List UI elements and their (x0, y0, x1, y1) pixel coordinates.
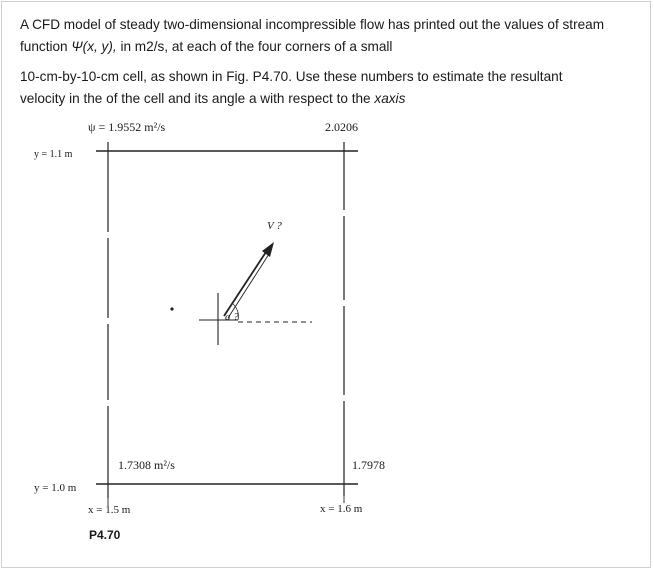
problem-line-4-prefix: velocity in the of the cell and its angle a with respect to the (20, 91, 375, 106)
stream-function-symbol: Ψ(x, y), (71, 39, 117, 54)
psi-bottom-left-label: 1.7308 m²/s (118, 458, 175, 472)
velocity-label: V ? (267, 220, 282, 232)
y-top-label: y = 1.1 m (34, 149, 73, 160)
x-right-label: x = 1.6 m (320, 503, 363, 515)
velocity-vector (199, 252, 312, 345)
x-left-label: x = 1.5 m (88, 504, 131, 516)
y-bottom-label: y = 1.0 m (34, 482, 77, 494)
angle-label: a ? (225, 311, 239, 323)
psi-top-left-label: ψ = 1.9552 m²/s (88, 120, 166, 134)
problem-line-2-prefix: function (20, 39, 72, 54)
problem-line-3: 10-cm-by-10-cm cell, as shown in Fig. P4.70. Use these numbers to estimate the resultant (20, 69, 563, 84)
problem-line-2-suffix: in m2/s, at each of the four corners of a small (116, 39, 393, 54)
problem-line-1: A CFD model of steady two-dimensional incompressible flow has printed out the values of stream (20, 17, 605, 32)
figure-number-label: P4.70 (89, 528, 121, 542)
x-axis-word: xaxis (374, 91, 406, 106)
cell-outline (96, 142, 358, 506)
psi-top-right-label: 2.0206 (325, 120, 358, 134)
center-dot (170, 307, 173, 310)
psi-bottom-right-label: 1.7978 (352, 458, 385, 472)
